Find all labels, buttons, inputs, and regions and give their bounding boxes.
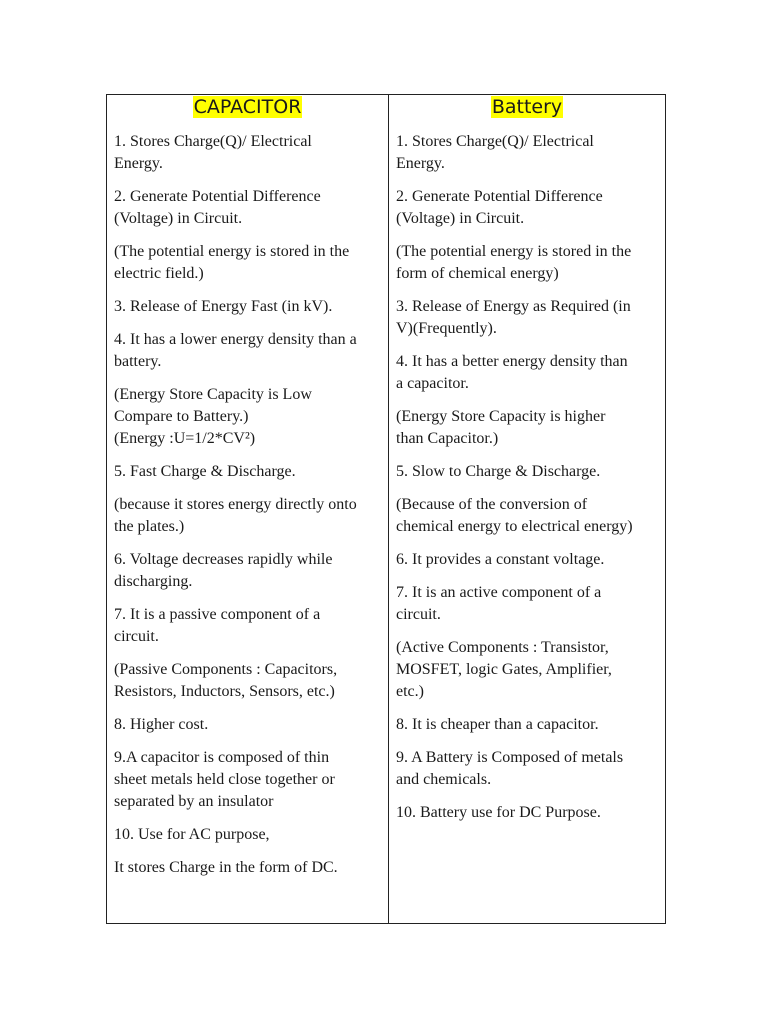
battery-point [396,747,658,791]
point-line: etc.) [396,683,424,700]
point-line: 6. Voltage decreases rapidly while [114,551,333,568]
capacitor-point [114,384,381,450]
point-line: (Voltage) in Circuit. [396,210,525,227]
capacitor-point [114,549,381,593]
capacitor-point [114,329,381,373]
battery-point [396,241,658,285]
capacitor-point [114,747,381,813]
point-line: 8. Higher cost. [114,716,209,733]
point-line: 5. Slow to Charge & Discharge. [396,463,601,480]
point-line: (because it stores energy directly onto [114,496,357,513]
point-line: Resistors, Inductors, Sensors, etc.) [114,683,335,700]
point-line: a capacitor. [396,375,469,392]
point-line: Energy. [396,155,445,172]
point-line: (Passive Components : Capacitors, [114,661,338,678]
point-line: Compare to Battery.) [114,408,249,425]
battery-column [389,95,665,923]
point-line: than Capacitor.) [396,430,499,447]
point-line: (The potential energy is stored in the [396,243,632,260]
capacitor-point [114,857,381,879]
point-line: 7. It is a passive component of a [114,606,321,623]
battery-point [396,131,658,175]
capacitor-point [114,131,381,175]
battery-point [396,802,658,824]
capacitor-point [114,461,381,483]
point-line: and chemicals. [396,771,492,788]
capacitor-point [114,824,381,846]
point-line: discharging. [114,573,193,590]
battery-point [396,714,658,736]
battery-heading-text: Battery [491,96,563,118]
point-line: sheet metals held close together or [114,771,335,788]
point-line: (Voltage) in Circuit. [114,210,243,227]
point-line: (Energy :U=1/2*CV²) [114,430,256,447]
capacitor-point [114,714,381,736]
point-line: 9. A Battery is Composed of metals [396,749,624,766]
point-line: (Energy Store Capacity is Low [114,386,312,403]
point-line: (Active Components : Transistor, [396,639,609,656]
point-line: 9.A capacitor is composed of thin [114,749,330,766]
battery-point [396,461,658,483]
point-line: 3. Release of Energy as Required (in [396,298,631,315]
point-line: separated by an insulator [114,793,274,810]
point-line: the plates.) [114,518,185,535]
battery-heading [389,96,665,122]
capacitor-column [107,95,389,923]
point-line: 5. Fast Charge & Discharge. [114,463,296,480]
point-line: circuit. [114,628,159,645]
point-line: 6. It provides a constant voltage. [396,551,605,568]
battery-point [396,549,658,571]
capacitor-point [114,659,381,703]
point-line: battery. [114,353,162,370]
point-line: circuit. [396,606,441,623]
battery-point [396,494,658,538]
battery-items [389,122,665,824]
point-line: (Because of the conversion of [396,496,588,513]
battery-point [396,637,658,703]
point-line: 2. Generate Potential Difference [396,188,603,205]
battery-point [396,186,658,230]
point-line: electric field.) [114,265,204,282]
point-line: 1. Stores Charge(Q)/ Electrical [114,133,312,150]
point-line: 4. It has a lower energy density than a [114,331,357,348]
capacitor-items [107,122,388,879]
battery-point [396,296,658,340]
battery-point [396,582,658,626]
point-line: It stores Charge in the form of DC. [114,859,338,876]
point-line: 10. Battery use for DC Purpose. [396,804,601,821]
capacitor-heading [107,96,388,122]
battery-point [396,406,658,450]
point-line: 8. It is cheaper than a capacitor. [396,716,599,733]
comparison-table [106,94,666,924]
battery-point [396,351,658,395]
capacitor-heading-text: CAPACITOR [193,96,302,118]
point-line: (Energy Store Capacity is higher [396,408,606,425]
point-line: 3. Release of Energy Fast (in kV). [114,298,333,315]
point-line: (The potential energy is stored in the [114,243,350,260]
point-line: 10. Use for AC purpose, [114,826,270,843]
capacitor-point [114,186,381,230]
capacitor-point [114,241,381,285]
point-line: 4. It has a better energy density than [396,353,628,370]
capacitor-point [114,604,381,648]
point-line: V)(Frequently). [396,320,497,337]
point-line: Energy. [114,155,163,172]
point-line: 7. It is an active component of a [396,584,602,601]
point-line: MOSFET, logic Gates, Amplifier, [396,661,612,678]
point-line: form of chemical energy) [396,265,559,282]
capacitor-point [114,296,381,318]
point-line: 1. Stores Charge(Q)/ Electrical [396,133,594,150]
point-line: chemical energy to electrical energy) [396,518,633,535]
capacitor-point [114,494,381,538]
point-line: 2. Generate Potential Difference [114,188,321,205]
